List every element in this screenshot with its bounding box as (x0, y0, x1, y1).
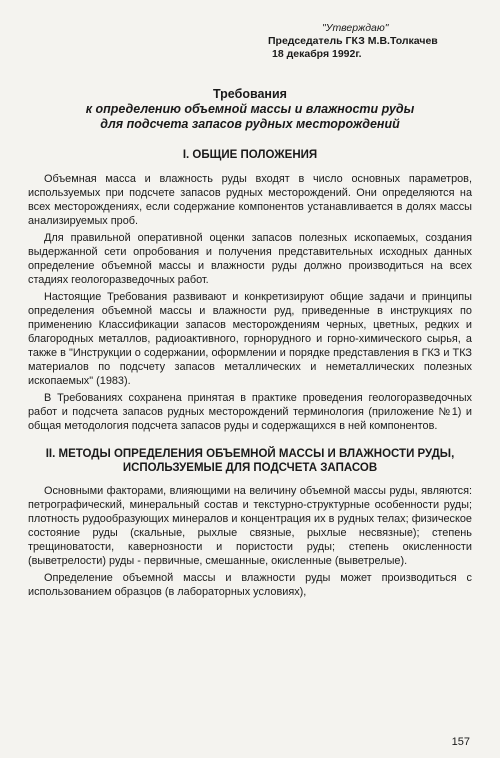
approver-name: Председатель ГКЗ М.В.Толкачев (268, 35, 438, 47)
document-title (28, 87, 472, 132)
approval-line: "Утверждаю" (322, 22, 389, 34)
section-heading-line: II. МЕТОДЫ ОПРЕДЕЛЕНИЯ ОБЪЕМНОЙ МАССЫ И ВЛАЖНОСТИ РУДЫ, (45, 448, 455, 460)
approval-date: 18 декабря 1992г. (272, 48, 362, 60)
section-heading: I. ОБЩИЕ ПОЛОЖЕНИЯ (182, 149, 318, 161)
paragraph: В Требованиях сохранена принятая в практике проведения геологоразведочных работ и подсчета запасов рудных месторождений терминология (приложение №1) и общая методология подсчета запасов руды и содержащихся в ней компонентов. (28, 392, 472, 432)
title-line: для подсчета запасов рудных месторождений (100, 117, 400, 131)
page-number: 157 (451, 736, 470, 748)
title-line: Требования (213, 87, 287, 101)
paragraph: Настоящие Требования развивают и конкретизируют общие задачи и принципы определения объемной массы и влажности руд, приведенные в инструкциях по применению Классификации запасов месторождениям черных, цветных, редких и благородных металлов, радиоактивного, горнорудного и горно-химического сырья, а также в "Инструкции о содержании, оформлении и порядке представления в ГКЗ и ТКЗ материалов по подсчету запасов металлических и неметаллических полезных ископаемых" (1983). (28, 291, 472, 387)
paragraph: Основными факторами, влияющими на величину объемной массы руды, являются: петрографический, минеральный состав и текстурно-структурные особенности руды; плотность рудообразующих минералов и концентрация их в рудных телах; физическое состояние руды (скальные, рыхлые связные, рыхлые несвязные); степень трещиноватости, кавернозности и пористости руды; степень окисленности (выветрелости) руды - первичные, смешанные, окисленные (выветрелые). (28, 485, 472, 567)
paragraph: Для правильной оперативной оценки запасов полезных ископаемых, создания выдержанной сети опробования и получения представительных исходных данных определение объемной массы и влажности руды должно производиться на всех стадиях геологоразведочных работ. (28, 232, 472, 286)
section-heading (28, 447, 472, 475)
paragraph: Объемная масса и влажность руды входят в число основных параметров, используемых при подсчете запасов рудных месторождений. Они определяются на всех месторождениях, если содержание компонентов устанавливается в долях массы анализируемых проб. (28, 173, 472, 227)
approval-block (268, 22, 472, 61)
section-heading-line: ИСПОЛЬЗУЕМЫЕ ДЛЯ ПОДСЧЕТА ЗАПАСОВ (122, 462, 378, 474)
title-line: к определению объемной массы и влажности руды (85, 102, 415, 116)
paragraph: Определение объемной массы и влажности руды может производиться с использованием образцов (в лабораторных условиях), (28, 572, 472, 598)
